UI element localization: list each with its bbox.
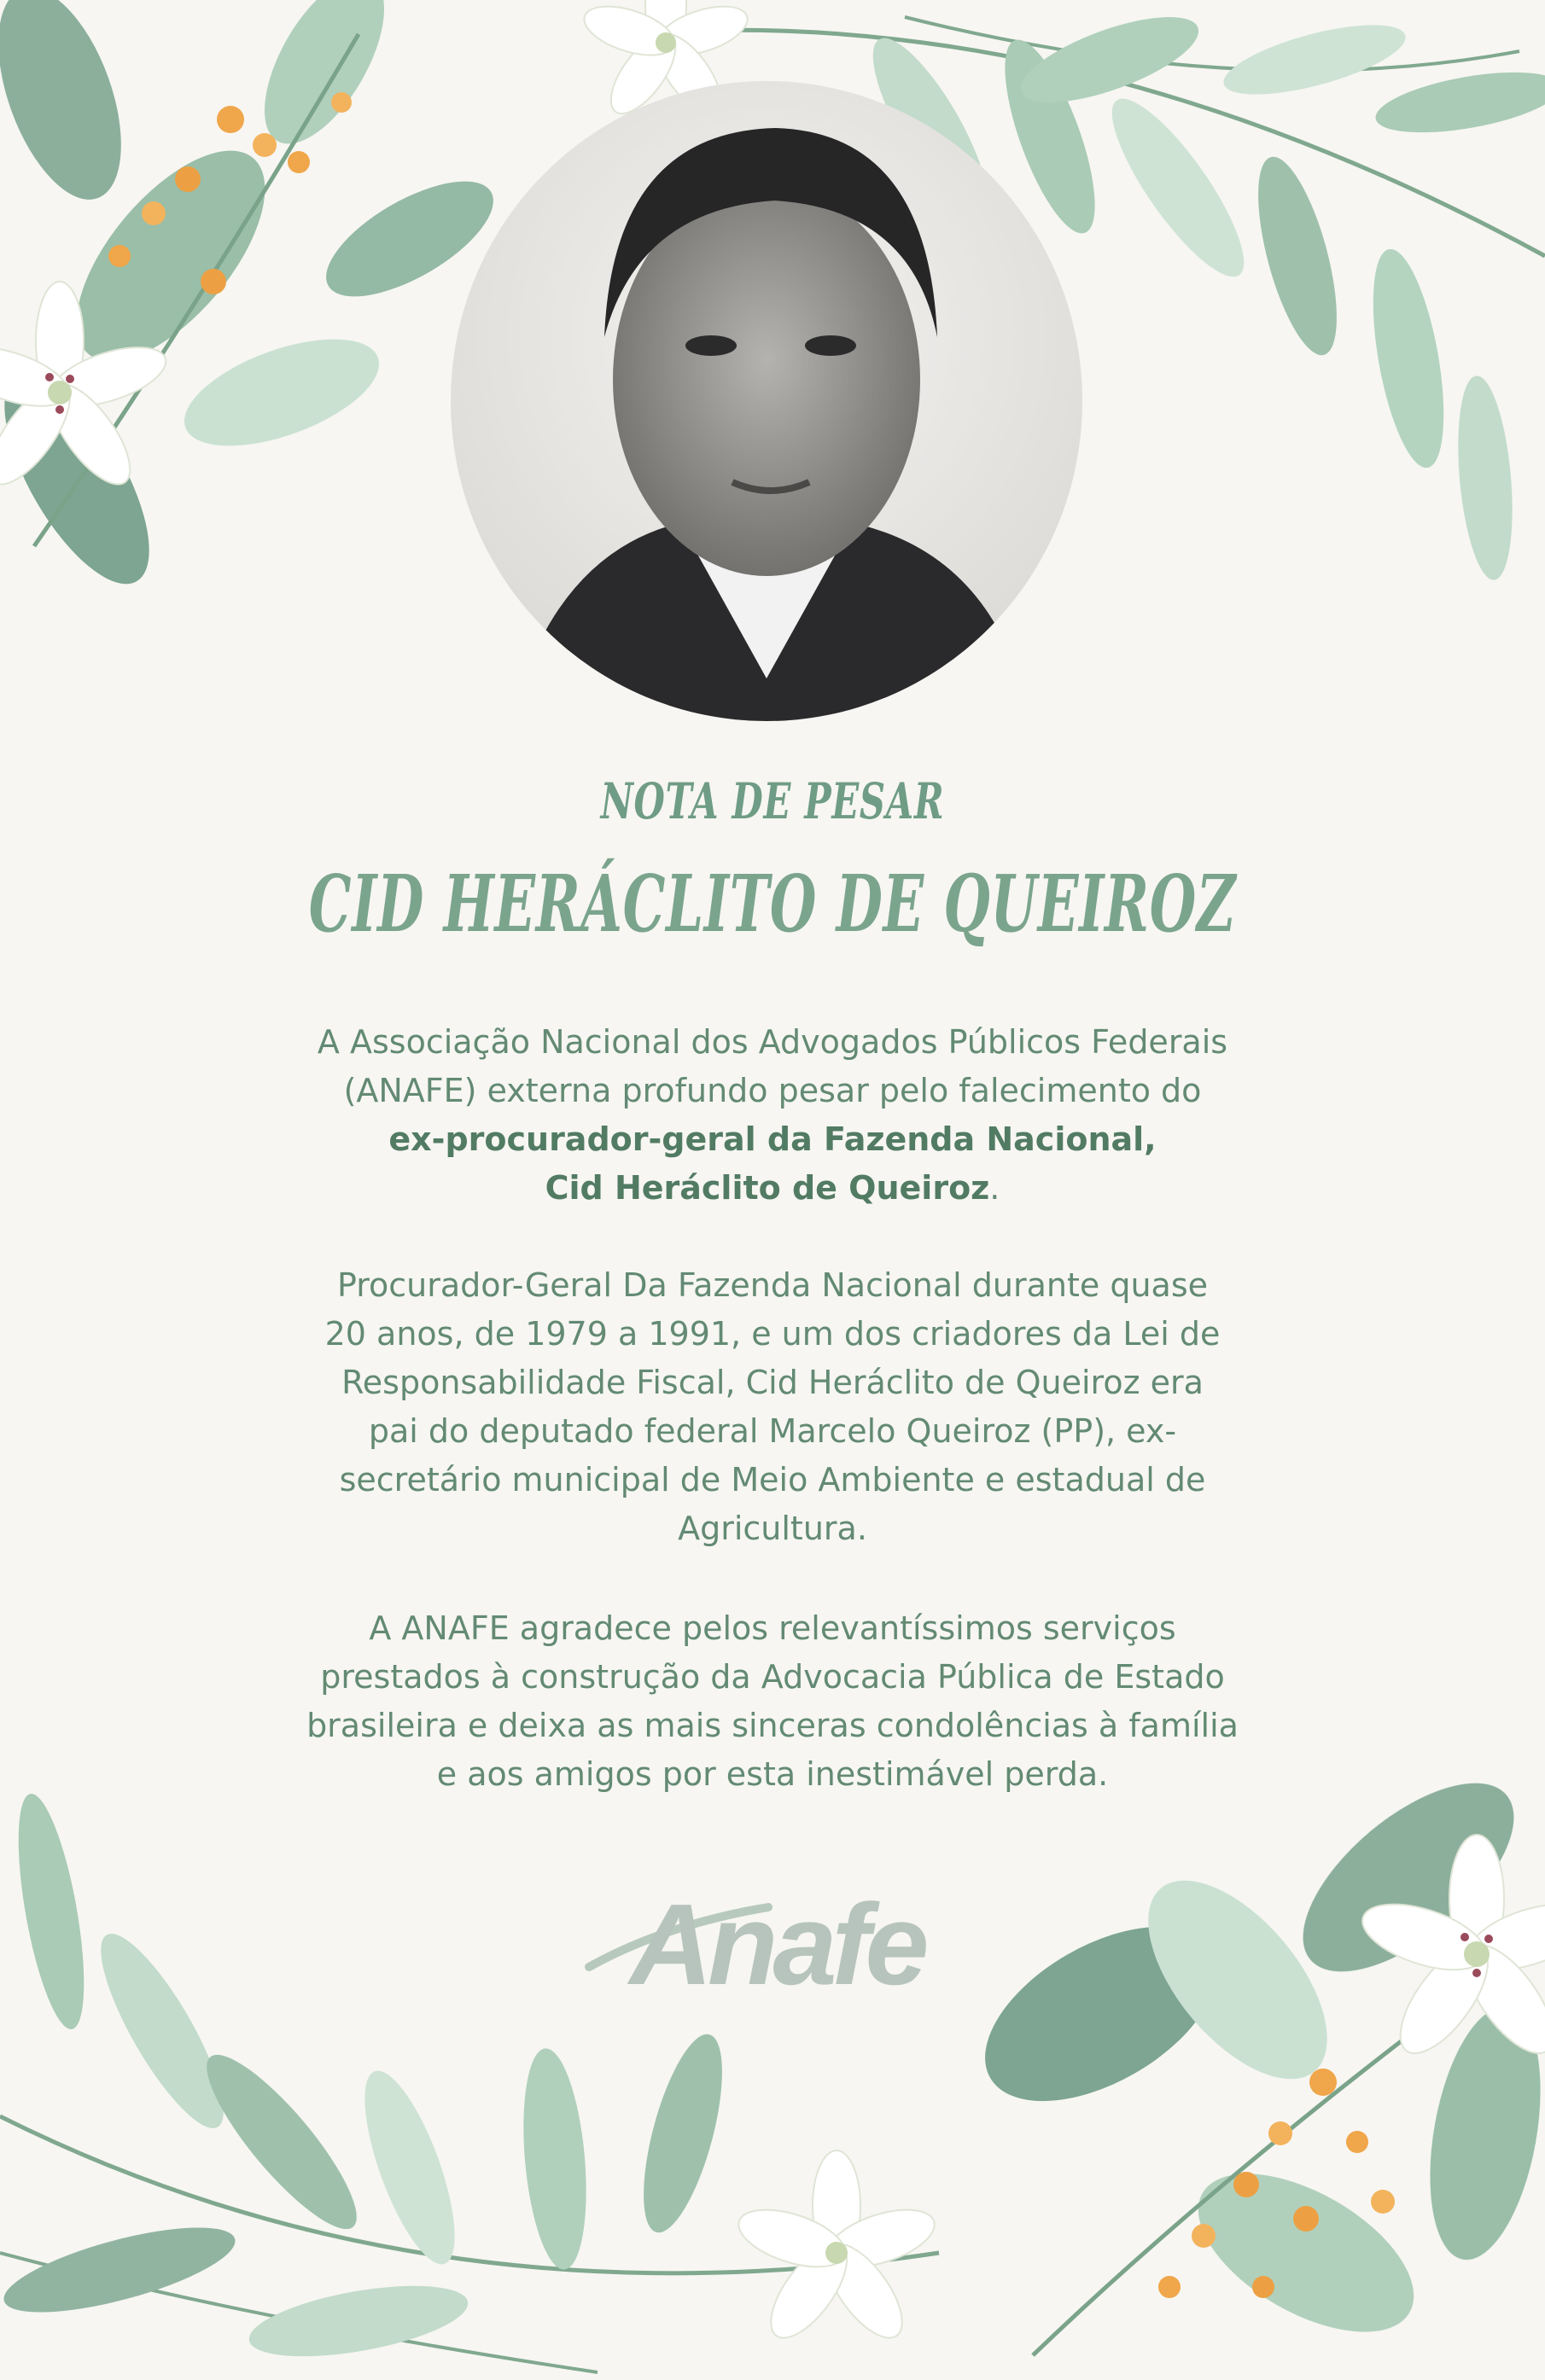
floral-decoration-bottom-left [0,1775,982,2380]
leaf-icon [627,2027,738,2240]
text-period: . [989,1169,1000,1207]
leaf-icon [1217,11,1412,109]
leaf-icon [244,2272,473,2370]
paragraph-biography [230,1261,1315,1553]
leaf-icon [1360,244,1457,473]
leaf-icon [1242,149,1353,363]
portrait-photo [451,81,1082,721]
text-line-bold: Cid Heráclito de Queiroz [545,1169,990,1207]
leaf-icon [516,2045,594,2272]
floral-decoration-top-left [0,0,529,597]
leaf-icon [1093,84,1264,293]
leaf-icon [0,0,146,216]
text-line: pai do deputado federal Marcelo Queiroz (PP), ex- [368,1412,1177,1450]
leaf-icon [1371,61,1545,143]
leaf-icon [0,2210,242,2330]
text-line: A ANAFE agradece pelos relevantíssimos serviços [369,1609,1176,1647]
logo-text: Anafe [629,1880,924,2009]
leaf-icon [1173,2141,1439,2364]
text-line: prestados à construção da Advocacia Pública de Estado [320,1658,1225,1696]
paragraph-announcement [230,1018,1315,1213]
leaf-icon [171,317,393,468]
page-title: CID HERÁCLITO DE QUEIROZ [308,858,1237,950]
leaf-icon [1451,374,1520,582]
text-line: (ANAFE) externa profundo pesar pelo falecimento do [343,1072,1202,1109]
text-line: e aos amigos por esta inestimável perda. [436,1755,1109,1793]
text-line: 20 anos, de 1979 a 1991, e um dos criadores da Lei de [324,1315,1221,1353]
text-line: secretário municipal de Meio Ambiente e estadual de [339,1461,1206,1498]
lily-flower-icon [732,2150,942,2350]
text-line: A Associação Nacional dos Advogados Públicos Federais [317,1023,1228,1061]
paragraph-condolences [230,1604,1315,1799]
text-line: Responsabilidade Fiscal, Cid Heráclito de Queiroz era [341,1364,1204,1401]
pre-title: NOTA DE PESAR [600,772,945,830]
leaf-icon [188,2038,376,2246]
text-line: brasileira e deixa as mais sinceras condolências à família [306,1707,1239,1744]
text-line-bold: ex-procurador-geral da Fazenda Nacional, [388,1120,1157,1158]
text-line: Procurador-Geral Da Fazenda Nacional durante quase [336,1266,1209,1304]
text-line: Agricultura. [678,1510,867,1547]
leaf-icon [5,1789,97,2034]
leaf-icon [81,1920,244,2142]
floral-decoration-bottom-right [982,1775,1545,2380]
